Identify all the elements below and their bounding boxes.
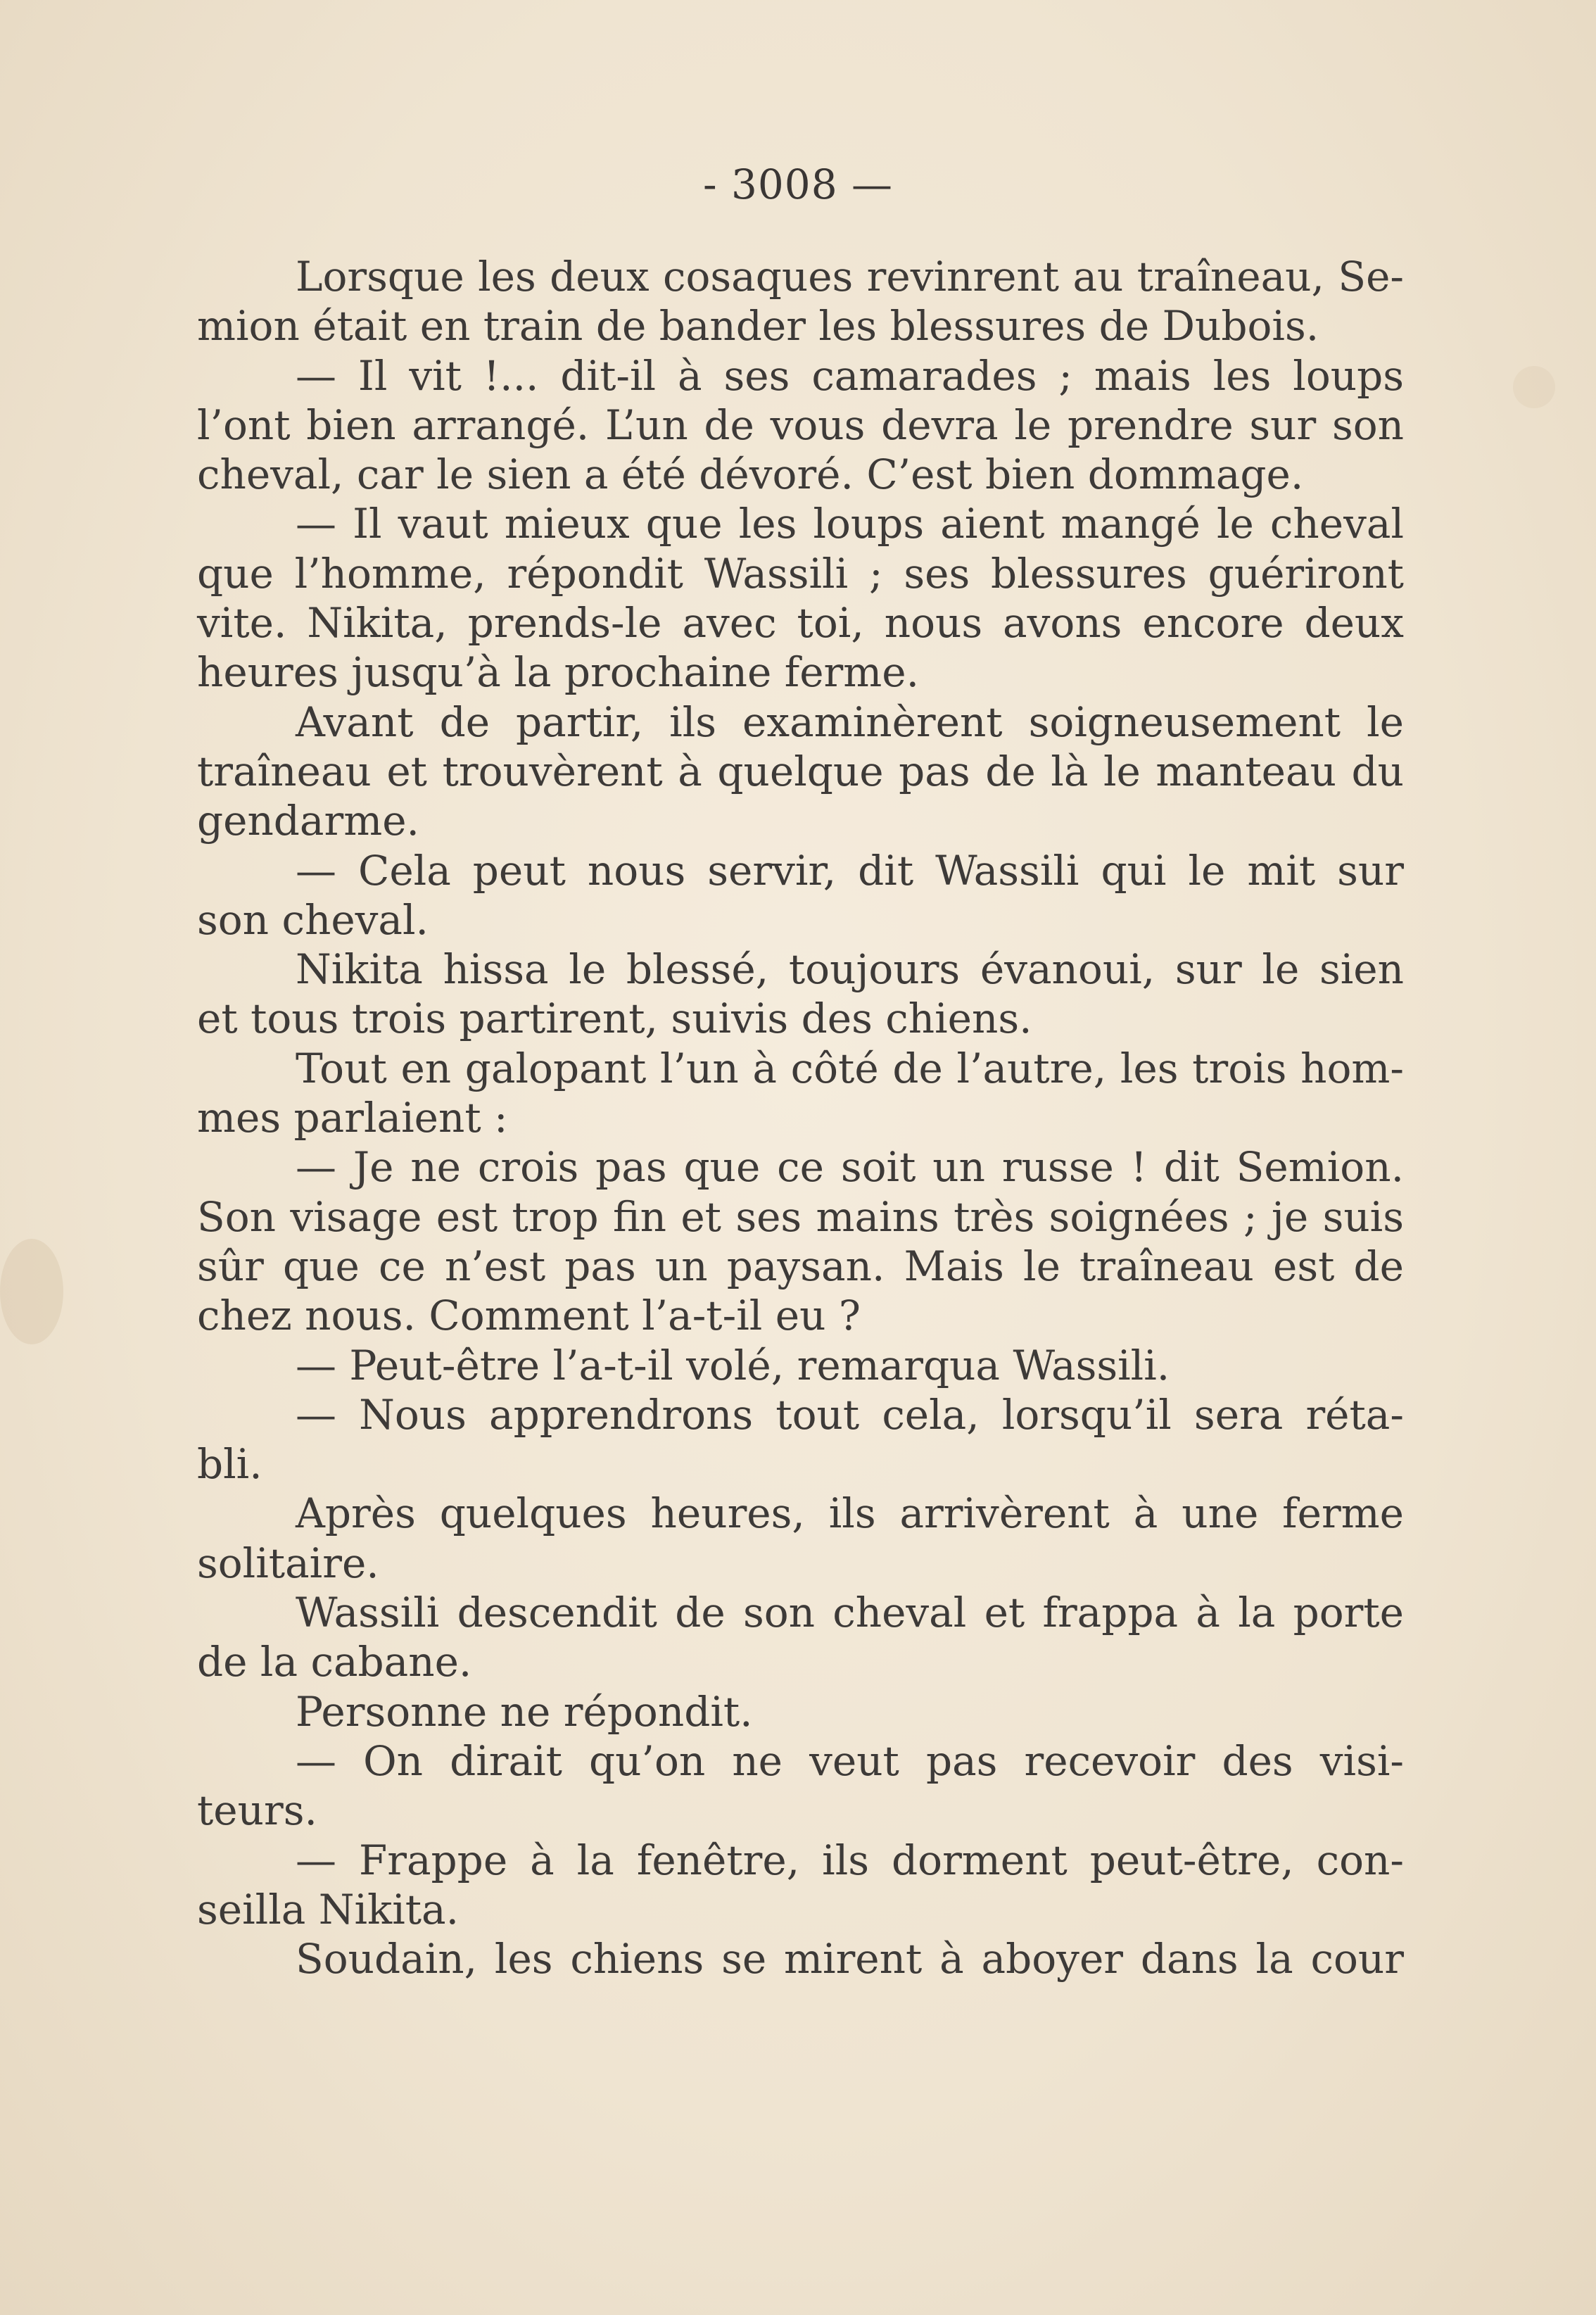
text-line: et tous trois partirent, suivis des chiens.	[197, 995, 1032, 1043]
text-line: l’ont bien arrangé. L’un de vous devra le prendre sur son	[197, 400, 1404, 449]
paper-stain	[0, 1239, 63, 1344]
text-line: gendarme.	[197, 797, 419, 845]
text-line: — On dirait qu’on ne veut pas recevoir des visi-	[296, 1736, 1404, 1785]
page-number: - 3008 —	[702, 160, 894, 208]
body-text	[197, 252, 1404, 1983]
text-line: sûr que ce n’est pas un paysan. Mais le traîneau est de	[197, 1242, 1404, 1290]
text-line: mion était en train de bander les blessures de Dubois.	[197, 302, 1319, 351]
text-line: son cheval.	[197, 895, 429, 944]
text-line: Son visage est trop fin et ses mains très soignées ; je suis	[197, 1192, 1404, 1241]
text-line: — Frappe à la fenêtre, ils dorment peut-être, con-	[296, 1836, 1404, 1884]
text-line: Tout en galopant l’un à côté de l’autre, les trois hom-	[296, 1044, 1404, 1092]
text-line: que l’homme, répondit Wassili ; ses blessures guériront	[197, 549, 1404, 598]
text-line: vite. Nikita, prends-le avec toi, nous avons encore deux	[197, 599, 1404, 648]
text-line: chez nous. Comment l’a-t-il eu ?	[197, 1292, 861, 1340]
text-line: — Nous apprendrons tout cela, lorsqu’il sera réta-	[296, 1390, 1404, 1439]
text-line: Avant de partir, ils examinèrent soigneusement le	[296, 698, 1404, 746]
text-line: teurs.	[197, 1786, 317, 1835]
text-line: Wassili descendit de son cheval et frappa à la porte	[296, 1589, 1404, 1637]
text-line: traîneau et trouvèrent à quelque pas de là le manteau du	[197, 747, 1404, 795]
text-line: Soudain, les chiens se mirent à aboyer dans la cour	[296, 1935, 1404, 1983]
text-line: Après quelques heures, ils arrivèrent à une ferme	[296, 1489, 1404, 1538]
text-line: Lorsque les deux cosaques revinrent au traîneau, Se-	[296, 253, 1404, 301]
text-line: — Cela peut nous servir, dit Wassili qui le mit sur	[296, 846, 1404, 895]
text-line: heures jusqu’à la prochaine ferme.	[197, 648, 920, 697]
text-line: — Il vaut mieux que les loups aient mangé le cheval	[296, 500, 1404, 548]
text-line: Nikita hissa le blessé, toujours évanoui, sur le sien	[296, 945, 1404, 994]
text-line: — Peut-être l’a-t-il volé, remarqua Wassili.	[296, 1341, 1170, 1389]
text-line: — Il vit !... dit-il à ses camarades ; mais les loups	[296, 351, 1404, 400]
text-line: cheval, car le sien a été dévoré. C’est bien dommage.	[197, 450, 1304, 499]
text-line: — Je ne crois pas que ce soit un russe ! dit Semion.	[296, 1143, 1404, 1192]
text-line: Personne ne répondit.	[296, 1687, 753, 1736]
text-line: mes parlaient :	[197, 1094, 508, 1142]
text-line: de la cabane.	[197, 1638, 472, 1686]
text-line: solitaire.	[197, 1539, 379, 1587]
text-line: seilla Nikita.	[197, 1885, 460, 1934]
paper-stain	[1513, 366, 1555, 408]
text-line: bli.	[197, 1440, 262, 1489]
